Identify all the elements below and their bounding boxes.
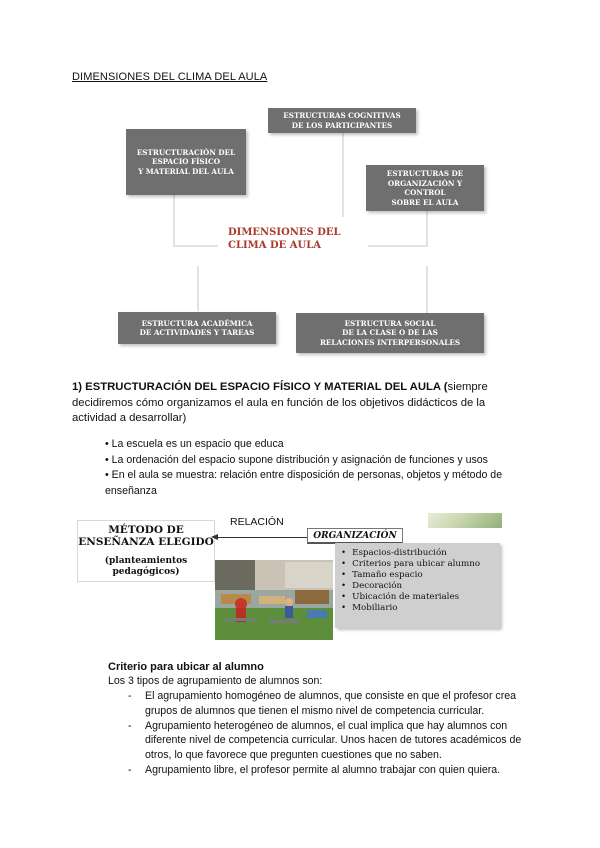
list-item: • La ordenación del espacio supone distribución y asignación de funciones y usos [105,453,488,466]
diagram-center-title: DIMENSIONES DEL CLIMA DE AULA [218,218,368,266]
organization-label: ORGANIZACIÓN [307,528,403,544]
list-item-text: Agrupamiento heterogéneo de alumnos, el cual implica que hay alumnos con diferente nivel de competencia curricular. Unos hacen de tutores académicos de otros, lo que favorece que pregunten cuestiones que no saben. [145,719,522,762]
box-cognitive-structures: ESTRUCTURAS COGNITIVAS DE LOS PARTICIPANTES [268,108,416,133]
dash-marker: - [128,763,132,776]
organization-list [335,543,500,628]
list-item: • En el aula se muestra: relación entre disposición de personas, objetos y método de enseñanza [105,469,503,497]
list-item-text: El agrupamiento homogéneo de alumnos, que consiste en que el profesor crea grupos de alumnos que tienen el mismo nivel de competencia curricular. [145,690,517,717]
relation-arrow [215,537,307,538]
page-title: DIMENSIONES DEL CLIMA DEL AULA [72,71,268,83]
list-item [128,719,528,763]
list-item: • Ubicación de materiales [341,592,500,603]
list-item [128,689,528,719]
bullet-list [105,437,535,499]
criteria-intro: Los 3 tipos de agrupamiento de alumnos son: [108,675,323,687]
list-item-text: Agrupamiento libre, el profesor permite al alumno trabajar con quien quiera. [145,763,501,776]
list-item: • Espacios-distribución [341,548,500,559]
list-item: • La escuela es un espacio que educa [105,438,284,450]
connector-line [197,266,199,311]
dash-marker: - [128,719,132,732]
method-title: MÉTODO DE ENSEÑANZA ELEGIDO [78,524,214,548]
box-physical-space: ESTRUCTURACIÓN DEL ESPACIO FÍSICO Y MATERIAL DEL AULA [126,129,246,195]
criteria-title: Criterio para ubicar al alumno [108,661,264,673]
section-heading-bold: 1) ESTRUCTURACIÓN DEL ESPACIO FÍSICO Y MATERIAL DEL AULA ( [72,381,448,393]
connector-line [368,245,428,247]
connector-line [426,211,428,247]
connector-line [342,132,344,217]
method-box [77,520,215,582]
list-item: • Tamaño espacio [341,570,500,581]
connector-line [173,245,219,247]
decorative-image-fragment [428,513,502,528]
box-organization-control: ESTRUCTURAS DE ORGANIZACIÓN Y CONTROL SOBRE EL AULA [366,165,484,211]
list-item: • Decoración [341,581,500,592]
dash-marker: - [128,690,132,702]
classroom-photo [215,560,333,640]
list-item [128,763,528,778]
section-heading-rest: siempre decidiremos cómo organizamos el aula en función de los objetivos didácticos de la actividad a desarrollar) [72,381,488,424]
box-academic-structure: ESTRUCTURA ACADÉMICA DE ACTIVIDADES Y TAREAS [118,312,276,344]
list-item: • Criterios para ubicar alumno [341,559,500,570]
list-item: • Mobiliario [341,603,500,614]
relation-label: RELACIÓN [230,516,284,528]
arrow-head-icon [211,534,218,540]
method-subtitle: (planteamientos pedagógicos) [104,556,188,577]
grouping-list [128,689,528,778]
box-social-structure: ESTRUCTURA SOCIAL DE LA CLASE O DE LAS RELACIONES INTERPERSONALES [296,313,484,353]
section-heading [72,380,532,427]
connector-line [426,266,428,314]
